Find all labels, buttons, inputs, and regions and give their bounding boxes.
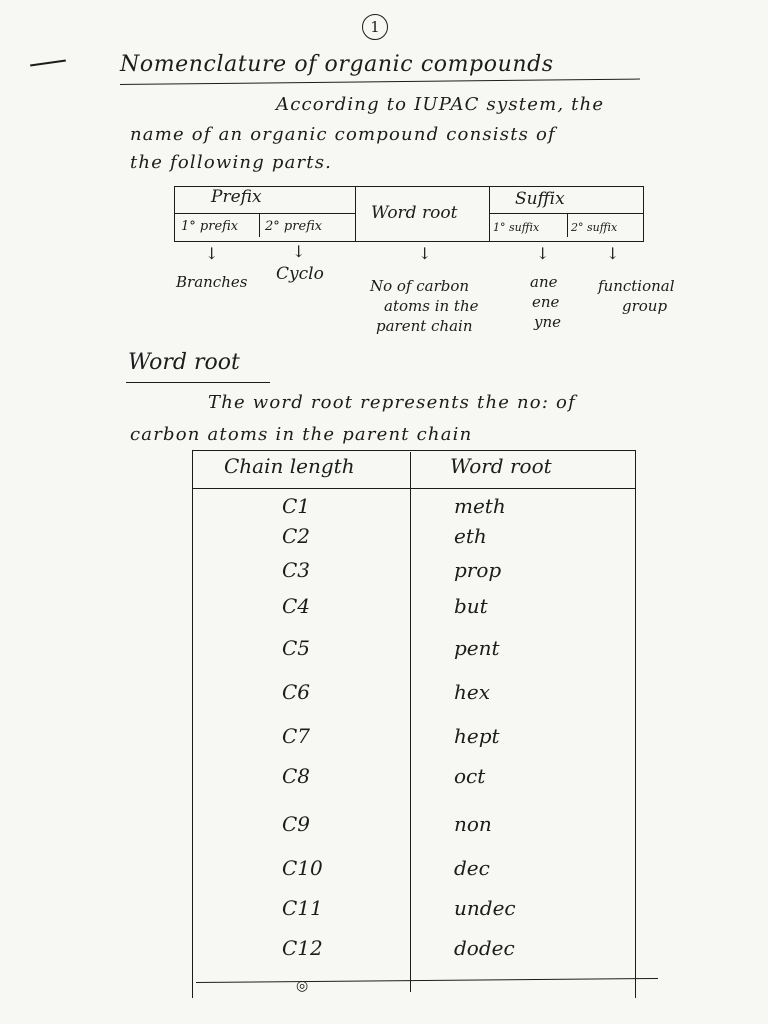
meaning-primary-prefix: Branches: [176, 273, 248, 291]
down-arrow-icon: ↓: [536, 244, 550, 263]
table-row: [192, 724, 636, 764]
chain-length-cell: C6: [282, 680, 311, 704]
table-header-word-root: Word root: [450, 454, 552, 478]
word-root-cell: oct: [454, 764, 486, 788]
table-row: [192, 936, 636, 976]
table-row: [192, 896, 636, 936]
meaning-primary-suffix-2: ene: [532, 293, 560, 311]
section-heading: Word root: [128, 350, 240, 375]
down-arrow-icon: ↓: [418, 244, 432, 263]
table-row: [192, 594, 636, 634]
section-underline: [126, 382, 270, 383]
down-arrow-icon: ↓: [606, 244, 620, 263]
down-arrow-icon: ↓: [292, 242, 306, 261]
word-root-cell: dodec: [454, 936, 515, 960]
chain-length-cell: C8: [282, 764, 311, 788]
table-row: [192, 558, 636, 598]
word-root-cell: dec: [454, 856, 490, 880]
section-line-2: carbon atoms in the parent chain: [130, 424, 473, 445]
chain-length-cell: C11: [282, 896, 323, 920]
meaning-word-root-2: atoms in the: [384, 297, 479, 315]
word-root-cell: hept: [454, 724, 500, 748]
suffix-header: Suffix: [515, 189, 565, 209]
word-root-cell: undec: [454, 896, 516, 920]
meaning-primary-suffix-3: yne: [534, 313, 562, 331]
meaning-primary-suffix-1: ane: [530, 273, 558, 291]
secondary-suffix: 2° suffix: [571, 221, 618, 234]
parts-table: [174, 186, 644, 242]
meaning-secondary-prefix: Cyclo: [276, 264, 324, 284]
title-underline: [120, 79, 640, 85]
meaning-word-root-1: No of carbon: [370, 277, 470, 295]
intro-line-1: According to IUPAC system, the: [276, 94, 605, 115]
chain-length-cell: C4: [282, 594, 311, 618]
chain-length-cell: C12: [282, 936, 323, 960]
table-row: [192, 812, 636, 852]
margin-dash: [30, 60, 66, 67]
word-root-cell: pent: [454, 636, 500, 660]
chain-length-cell: C5: [282, 636, 311, 660]
intro-line-2: name of an organic compound consists of: [130, 124, 556, 145]
chain-length-cell: C7: [282, 724, 311, 748]
word-root-cell: prop: [454, 558, 502, 582]
table-row: [192, 680, 636, 720]
word-root-cell: non: [454, 812, 492, 836]
meaning-word-root-3: parent chain: [376, 317, 473, 335]
word-root-cell: eth: [454, 524, 487, 548]
scribble-mark: ◎: [296, 978, 309, 994]
primary-suffix: 1° suffix: [493, 221, 540, 234]
table-header-chain-length: Chain length: [224, 454, 355, 478]
page-number: 1: [362, 14, 388, 40]
table-row: [192, 636, 636, 676]
table-row: [192, 764, 636, 804]
chain-length-cell: C2: [282, 524, 311, 548]
prefix-header: Prefix: [211, 187, 262, 207]
primary-prefix: 1° prefix: [181, 219, 239, 234]
secondary-prefix: 2° prefix: [265, 219, 323, 234]
chain-length-cell: C9: [282, 812, 311, 836]
chain-length-cell: C10: [282, 856, 323, 880]
chain-length-cell: C3: [282, 558, 311, 582]
meaning-secondary-suffix-1: functional: [598, 277, 675, 295]
word-root-cell: meth: [454, 494, 506, 518]
meaning-secondary-suffix-2: group: [622, 297, 668, 315]
word-root-header: Word root: [371, 203, 458, 223]
chain-length-cell: C1: [282, 494, 311, 518]
intro-line-3: the following parts.: [130, 152, 333, 173]
table-row: [192, 856, 636, 896]
section-line-1: The word root represents the no: of: [208, 392, 576, 413]
word-root-cell: hex: [454, 680, 490, 704]
down-arrow-icon: ↓: [205, 244, 219, 263]
word-root-cell: but: [454, 594, 488, 618]
page-title: Nomenclature of organic compounds: [120, 52, 554, 77]
